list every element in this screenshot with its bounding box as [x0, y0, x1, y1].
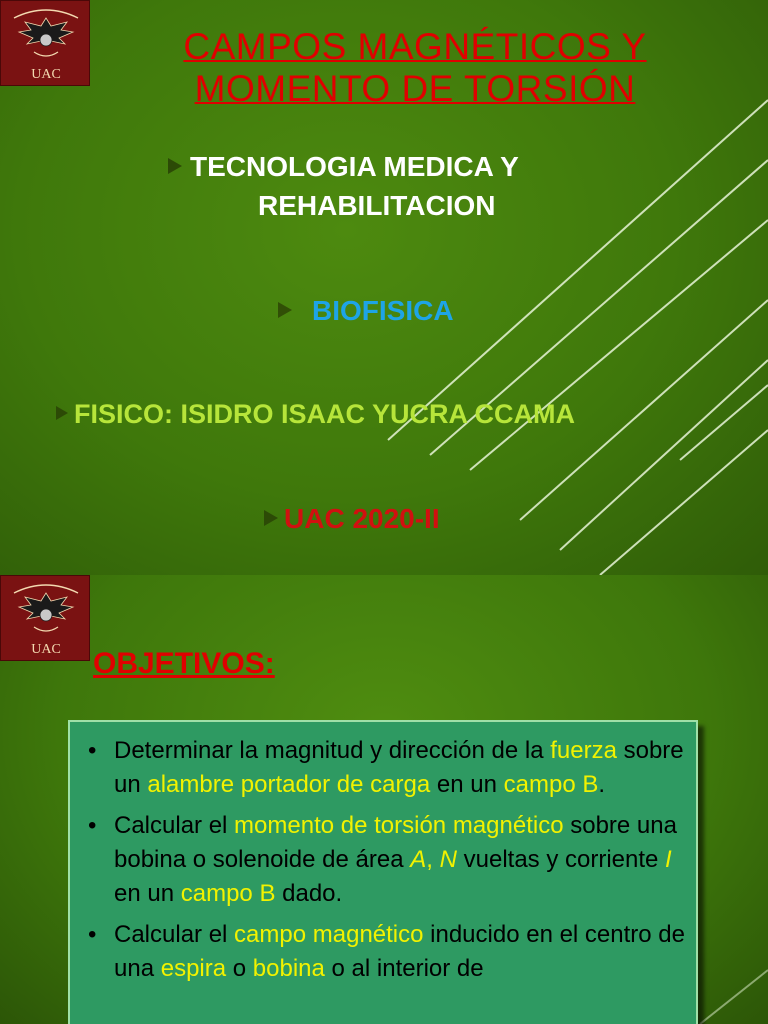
- title-line-2: MOMENTO DE TORSIÓN: [194, 68, 636, 109]
- arrow-bullet-icon: [168, 158, 182, 174]
- objective-item: • Calcular el campo magnético inducido en el centro de una espira o bobina o al interior de: [114, 918, 696, 986]
- arrow-bullet-icon: [56, 406, 68, 420]
- program-line-1: TECNOLOGIA MEDICA Y: [168, 150, 519, 184]
- objective-item: • Calcular el momento de torsión magnético sobre una bobina o solenoide de área A, N vueltas y corriente I en un campo B dado.: [114, 809, 696, 911]
- teacher-line: FISICO: ISIDRO ISAAC YUCRA CCAMA: [56, 397, 575, 431]
- objective-item: • Determinar la magnitud y dirección de la fuerza sobre un alambre portador de carga en un campo B.: [114, 734, 696, 802]
- arrow-bullet-icon: [264, 510, 278, 526]
- university-logo: [0, 575, 90, 661]
- logo-text: UAC: [31, 642, 61, 657]
- objectives-slide: [0, 575, 768, 1024]
- logo-text: UAC: [31, 67, 61, 82]
- objectives-list: [70, 734, 696, 986]
- eagle-seal-icon: [4, 4, 88, 64]
- course-line: BIOFISICA: [278, 294, 454, 328]
- eagle-seal-icon: [4, 579, 88, 639]
- objectives-heading: OBJETIVOS:: [93, 647, 275, 680]
- program-line-2: REHABILITACION: [258, 190, 496, 221]
- objectives-box: [68, 720, 698, 1024]
- slide-title: [100, 26, 730, 110]
- title-line-1: CAMPOS MAGNÉTICOS Y: [183, 26, 647, 67]
- arrow-bullet-icon: [278, 302, 292, 318]
- university-logo: [0, 0, 90, 86]
- term-line: UAC 2020-II: [264, 502, 440, 536]
